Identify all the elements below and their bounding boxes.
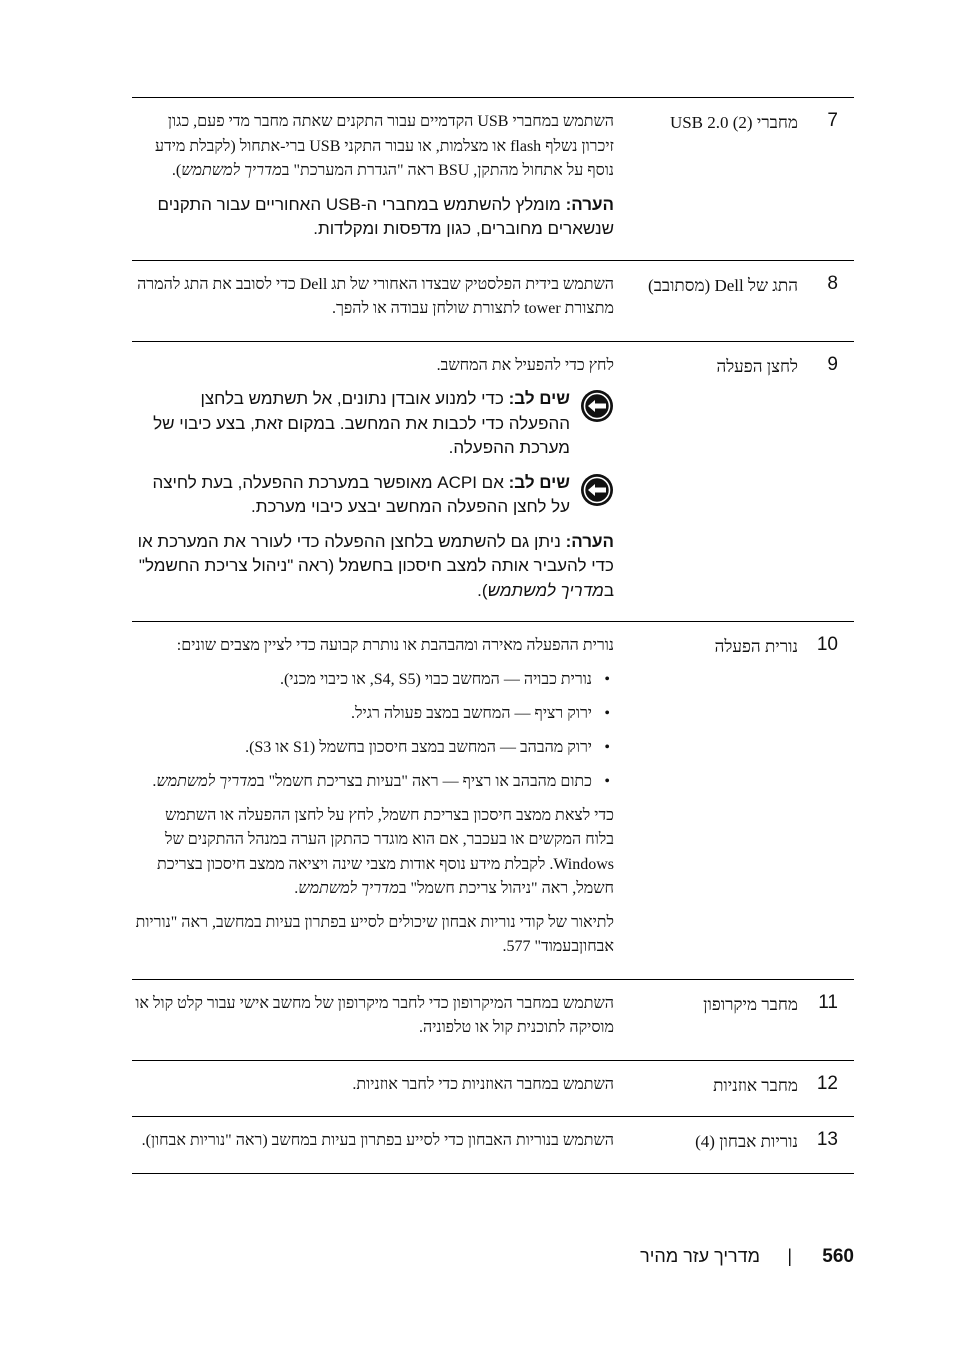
table-row	[132, 622, 854, 980]
row-number: 12	[816, 1072, 838, 1094]
description-text: השתמש בנוריות האבחון כדי לסייע בפתרון בעיות במחשב (ראה "נוריות אבחון).	[141, 1132, 614, 1149]
description-text: כדי לצאת ממצב חיסכון בצריכת חשמל, לחץ על לחצן ההפעלה או השתמש בלוח המקשים או בעכבר, אם הוא מוגדר כהתקן הערה במנהל ההתקנים של Windows. לקבלת מידע נוסף אודות מצבי שינה ויציאה ממצב חיסכון בצריכת חשמל, ראה "ניהול צריכת חשמל" במדריך למשתמש.	[157, 806, 614, 897]
list-item: • ירוק רציף — המחשב במצב פעולה רגיל.	[134, 702, 592, 726]
row-number: 10	[816, 634, 838, 655]
note-text: ניתן גם להשתמש בלחצן ההפעלה כדי לעורר את המערכת או כדי להעביר אותה למצב חיסכון בחשמל (ראה "ניהול צריכת החשמל" ב	[137, 531, 614, 600]
row-number: 11	[818, 991, 838, 1013]
caution-notice	[134, 387, 614, 461]
list-item: • ירוק מהבהב — המחשב במצב חיסכון בחשמל (S1 או S3).	[134, 736, 592, 760]
description-text: השתמש במחבר האוזניות כדי לחבר אוזניות.	[352, 1075, 614, 1093]
row-number: 8	[827, 272, 838, 294]
row-description	[132, 634, 614, 969]
row-item-name: מחבר מיקרופון	[703, 994, 798, 1014]
row-description	[132, 354, 614, 612]
note: הערה: ניתן גם להשתמש בלחצן ההפעלה כדי לעורר את המערכת או כדי להעביר אותה למצב חיסכון בחשמל (ראה "ניהול צריכת החשמל" במדריך למשתמש).	[137, 531, 614, 600]
note-text: מומלץ להשתמש במחברי ה-USB האחוריים עבור התקנים שנשארים מחוברים, כגון מדפסות ומקלדות.	[157, 194, 614, 238]
description-text: השתמש בידית הפלסטיק שבצדו האחורי של תג Dell כדי לסובב את התג להמרה מתצורת tower לתצורת שולחן עבודה או להפך.	[137, 275, 614, 317]
row-description	[132, 273, 614, 331]
description-text: השתמש במחברי USB הקדמיים עבור התקנים שאתה מחבר מדי פעם, כגון זיכרון נשלף flash או מצלמות, או עבור התקני USB ברי-אתחול (לקבלת מידע נוסף על אתחול מהתקן, BSU ראה "הגדרת המערכת" במדריך למשתמש).	[154, 113, 614, 179]
note-label: הערה:	[565, 194, 614, 214]
row-number: 9	[827, 353, 838, 375]
description-text: השתמש במחבר המיקרופון כדי לחבר מיקרופון של מחשב אישי עבור קלט קול או מוסיקה לתוכנית קול או טלפוניה.	[135, 994, 614, 1036]
caution-label: שים לב:	[508, 472, 570, 492]
caution-label: שים לב:	[508, 389, 570, 408]
caution-text: אם ACPI מאופשר במערכת ההפעלה, בעת לחיצה על לחצן ההפעלה המחשב יבצע כיבוי מערכת.	[152, 472, 570, 516]
caution-icon	[580, 389, 614, 423]
footer-title: מדריך עזר מהיר	[640, 1246, 760, 1266]
status-list	[134, 668, 614, 794]
row-number: 7	[827, 110, 838, 131]
row-description	[132, 1129, 614, 1163]
table-row	[132, 1117, 854, 1174]
row-description	[132, 992, 614, 1050]
list-item: • כתום מהבהב או רציף — ראה "בעיות בצריכת חשמל" במדריך למשתמש.	[134, 770, 592, 794]
row-item-name: מחבר אוזניות	[713, 1075, 798, 1095]
row-item-name: נורית הפעלה	[714, 637, 798, 656]
description-text: לחץ כדי להפעיל את המחשב.	[436, 356, 614, 374]
caution-text: כדי למנוע אובדן נתונים, אל תשתמש בלחצן ההפעלה כדי לכבות את המחשב. במקום זאת, בצע כיבוי של מערכת ההפעלה.	[153, 389, 570, 457]
spec-table	[132, 97, 854, 1174]
note-label: הערה:	[565, 531, 614, 551]
description-text: נורית ההפעלה מאירה ומהבהבת או נותרת קבועה כדי לציין מצבים שונים:	[176, 637, 614, 654]
table-row	[132, 261, 854, 342]
description-text: לתיאור של קודי נוריות אבחון שיכולים לסייע בפתרון בעיות במחשב, ראה "נוריות אבחוןבעמוד" 577.	[135, 913, 614, 955]
row-description	[132, 1073, 614, 1107]
page-number: 560	[822, 1246, 854, 1267]
row-description	[132, 110, 614, 250]
row-item-name: התג של Dell (מסתובב)	[648, 275, 798, 295]
caution-icon	[580, 473, 614, 507]
row-item-name: לחצן הפעלה	[716, 356, 798, 376]
note	[134, 193, 614, 242]
caution-notice	[134, 471, 614, 520]
footer-separator: |	[787, 1246, 792, 1266]
row-item-name: נוריות אבחון (4)	[695, 1132, 798, 1151]
table-row	[132, 342, 854, 623]
page-footer	[608, 1246, 854, 1274]
row-number: 13	[816, 1129, 838, 1150]
list-item: • נורית כבויה — המחשב כבוי (S4, S5, או כיבוי מכני).	[134, 668, 592, 692]
table-row	[132, 98, 854, 261]
row-item-name: מחברי USB 2.0 (2)	[669, 113, 798, 132]
table-row	[132, 980, 854, 1061]
table-row	[132, 1061, 854, 1118]
